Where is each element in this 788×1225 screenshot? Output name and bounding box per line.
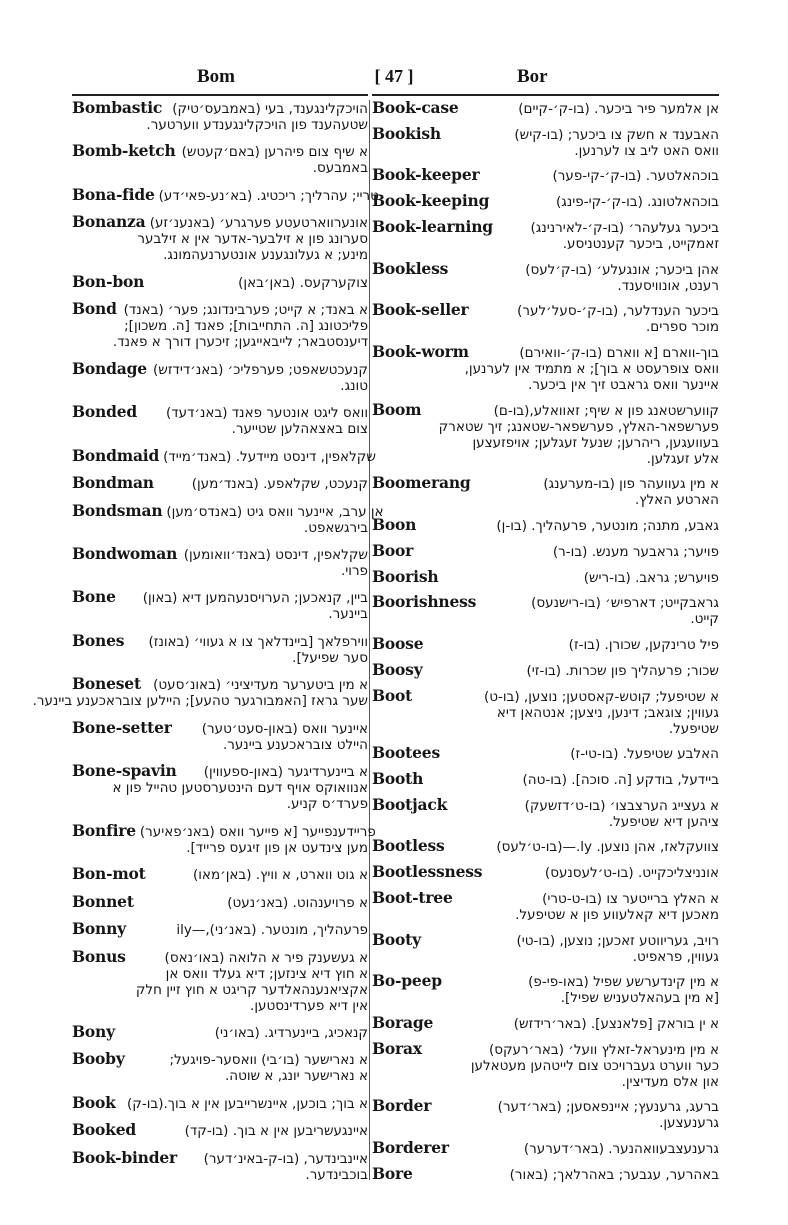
dictionary-entry xyxy=(72,184,379,204)
entry-continuation-line: אנוואוקס אויף דעם הינטערסטען טהייל פון א xyxy=(112,780,368,797)
column-divider xyxy=(369,100,370,1180)
entry-definition-line: פרעהליך, מונטער. (באנ׳ני),—ily xyxy=(176,922,368,939)
entry-definition-line: א מין קינדערשע שפיל (באו-פי-פ) xyxy=(528,974,719,991)
entry-first-line xyxy=(72,820,376,840)
dictionary-entry xyxy=(72,500,384,536)
entry-first-line xyxy=(372,300,719,319)
entry-definition-line: אן אלמער פיר ביכער. (בו-ק׳-קיים) xyxy=(518,101,719,117)
entry-headword: Boot-tree xyxy=(372,887,453,907)
entry-headword: Border xyxy=(372,1096,432,1116)
entry-continuation-line: פערד׳ס קניע. xyxy=(286,796,368,813)
entry-definition-line: א שיף צום פיהרען (באם׳קעטש) xyxy=(181,144,368,161)
entry-definition-line: ביכער געלעהר׳ (בו-ק׳-לאירנינג) xyxy=(530,219,719,236)
entry-first-line xyxy=(372,1164,719,1183)
entry-continuation-line: ציהען דיא שטיפעל. xyxy=(608,813,719,830)
dictionary-entry xyxy=(372,930,719,965)
entry-definition-line: א מין געוועהר פון (בו-מערענג) xyxy=(543,476,719,493)
entry-headword: Bombastic xyxy=(72,98,163,117)
entry-first-line xyxy=(372,567,719,586)
entry-first-line xyxy=(72,402,368,421)
entry-continuation-line: א נארישער יונג, א שוטה. xyxy=(225,1068,368,1085)
entry-definition-line: האבענד א חשק צו ביכער; (בו-קיש) xyxy=(514,126,719,143)
dictionary-entry xyxy=(372,217,719,252)
entry-first-line xyxy=(372,473,719,492)
dictionary-entry xyxy=(372,862,719,881)
dictionary-entry xyxy=(72,359,368,394)
dictionary-entry xyxy=(72,445,376,465)
dictionary-entry xyxy=(72,761,368,812)
entry-headword: Book-seller xyxy=(372,300,469,320)
entry-continuation-line: אלע זעגלען. xyxy=(646,450,719,467)
entry-first-line xyxy=(72,141,368,160)
entry-first-line xyxy=(372,888,719,907)
entry-headword: Bootless xyxy=(372,836,445,856)
entry-continuation-line: בעוועגען, ריהרען; שנעל זעגלען; אויפזעצען xyxy=(472,434,719,451)
entry-first-line xyxy=(72,674,368,693)
entry-continuation-line: געווין; צוגאב; דינען, ניצען; אנטהאן דיא xyxy=(496,704,719,721)
entry-first-line xyxy=(72,892,368,911)
entry-definition-line: אן ערב, איינער וואס גיט (באנדס׳מען) xyxy=(166,503,384,520)
dictionary-entry xyxy=(72,919,368,938)
dictionary-entry xyxy=(72,864,368,883)
dictionary-entry xyxy=(72,98,368,133)
right-guide-word: Bor xyxy=(517,66,548,87)
dictionary-entry xyxy=(372,686,719,737)
entry-first-line xyxy=(372,400,719,419)
entry-first-line xyxy=(72,359,368,378)
entry-definition-line: א גוט ווארט, א וויץ. (באן׳מאו) xyxy=(192,867,368,884)
entry-headword: Bondage xyxy=(72,358,147,378)
entry-first-line xyxy=(72,500,384,520)
entry-continuation-line: מוכר ספרים. xyxy=(646,319,719,336)
entry-headword: Book-learning xyxy=(372,216,493,236)
dictionary-entry xyxy=(72,631,368,666)
dictionary-entry xyxy=(72,1049,368,1084)
entry-definition-line: שכור; פרעהליך פון שכרות. (בו-זי) xyxy=(526,662,719,679)
entry-continuation-line: איינער וואס גראבט זיך אין ביכער. xyxy=(528,377,719,394)
entry-continuation-line: בוכבינדער. xyxy=(305,1166,368,1183)
entry-definition-line: פויער; גראבער מענש. (בו-ר) xyxy=(552,543,719,560)
entry-continuation-line: הארטע האלץ. xyxy=(634,492,719,509)
entry-first-line xyxy=(72,587,368,606)
entry-first-line xyxy=(372,743,719,762)
entry-continuation-line: מען צינדעט אן פון זיגעס פרייד]. xyxy=(186,839,368,856)
entry-definition-line: ביכער הענדלער, (בו-ק׳-סעל׳לער) xyxy=(517,303,719,320)
entry-definition-line: א ין בוראק [פלאנצע]. (באר׳רידזש) xyxy=(513,1015,719,1032)
dictionary-entry xyxy=(372,541,719,560)
dictionary-entry xyxy=(372,660,719,679)
entry-headword: Book-case xyxy=(372,98,459,117)
dictionary-entry xyxy=(372,473,719,508)
entry-headword: Bore xyxy=(372,1163,413,1183)
entry-definition-line: איינבינדער, (בו-ק-באינ׳דער) xyxy=(203,1150,368,1167)
entry-first-line xyxy=(372,165,719,184)
entry-headword: Bomb-ketch xyxy=(72,141,176,161)
entry-first-line xyxy=(72,718,368,737)
entry-headword: Borderer xyxy=(372,1138,449,1158)
entry-first-line xyxy=(372,98,719,117)
entry-first-line xyxy=(372,660,719,679)
entry-first-line xyxy=(372,930,719,949)
entry-headword: Bonnet xyxy=(72,891,134,911)
entry-definition-line: אונערווארטעטע פערגרע׳ (באנענ׳זע) xyxy=(149,215,368,232)
entry-headword: Book xyxy=(72,1092,116,1112)
entry-first-line xyxy=(372,1013,719,1032)
entry-headword: Bond xyxy=(72,299,117,319)
entry-first-line xyxy=(72,1049,368,1068)
entry-continuation-line: צום באצאהלען שטייער. xyxy=(231,421,368,438)
dictionary-entry xyxy=(372,1096,719,1131)
entry-headword: Bootlessness xyxy=(372,862,483,882)
entry-first-line xyxy=(372,541,719,560)
entry-first-line xyxy=(372,1039,719,1058)
entry-headword: Book-worm xyxy=(372,342,469,362)
entry-headword: Bones xyxy=(72,630,125,650)
entry-continuation-line: פליכטונג [ה. התחייבות]; פאנד [ה. משכון]; xyxy=(124,318,368,335)
entry-continuation-line: געווין, פראפיט. xyxy=(632,948,719,965)
dictionary-entry xyxy=(72,299,368,350)
entry-headword: Boomerang xyxy=(372,473,471,493)
entry-headword: Bondman xyxy=(72,473,154,493)
entry-first-line xyxy=(72,947,368,966)
entry-first-line xyxy=(72,272,368,291)
entry-headword: Boneset xyxy=(72,674,141,694)
entry-first-line xyxy=(372,769,719,788)
left-guide-word: Bom xyxy=(197,66,235,87)
entry-first-line xyxy=(72,184,379,204)
dictionary-entry xyxy=(72,947,368,1014)
entry-definition-line: גאבע, מתנה; מונטער, פרעהליך. (בו-ן) xyxy=(496,518,719,535)
dictionary-entry xyxy=(372,1013,719,1032)
dictionary-entry xyxy=(372,515,719,534)
entry-definition-line: צוועקלאז, אהן נוצען. ly.—(בו-ט׳לעס) xyxy=(496,839,719,856)
entry-headword: Book-keeper xyxy=(372,165,480,185)
entry-headword: Bonus xyxy=(72,946,126,966)
entry-first-line xyxy=(372,1138,719,1157)
entry-first-line xyxy=(372,592,719,611)
entry-definition-line: שקלאפין, דינסט (באנד׳וואומען) xyxy=(183,546,368,563)
entry-continuation-line: פרוי. xyxy=(340,562,368,579)
entry-continuation-line: היילט צובראכענע ביינער. xyxy=(222,736,368,753)
entry-first-line xyxy=(372,124,719,143)
entry-continuation-line: א חוץ דיא צינזען; דיא געלד וואס אן xyxy=(165,965,368,982)
entry-headword: Boorishness xyxy=(372,592,477,612)
entry-first-line xyxy=(372,1096,719,1115)
right-column xyxy=(372,98,719,1183)
entry-first-line xyxy=(372,259,719,278)
dictionary-entry xyxy=(72,1120,368,1139)
entry-headword: Bone xyxy=(72,587,116,607)
entry-continuation-line: אקציאנענהאלדער קריגט א חוץ זיין חלק xyxy=(135,981,368,998)
dictionary-entry xyxy=(372,836,719,855)
entry-first-line xyxy=(372,836,719,855)
entry-definition-line: האלבע שטיפעל. (בו-טי-ז) xyxy=(570,746,719,763)
header-rule-left xyxy=(72,94,368,96)
entry-first-line xyxy=(372,971,719,990)
entry-definition-line: א ביינערדיגער (באון-ספעווין) xyxy=(203,764,368,781)
entry-headword: Bony xyxy=(72,1021,115,1041)
entry-first-line xyxy=(72,1148,368,1167)
entry-definition-line: הויכקלינגענד, בעי (באמבעס׳טיק) xyxy=(172,101,368,117)
entry-definition-line: איינער וואס (באון-סעט׳טער) xyxy=(201,720,368,737)
entry-headword: Bon-bon xyxy=(72,271,145,291)
entry-continuation-line: זאמקייט, ביכער קענטניסע. xyxy=(562,235,719,252)
entry-definition-line: א האלץ ברייטער צו (בו-ט-טרי) xyxy=(542,890,719,907)
entry-headword: Boom xyxy=(372,399,422,419)
entry-headword: Booked xyxy=(72,1120,137,1140)
dictionary-entry xyxy=(372,592,719,627)
entry-definition-line: קווערשטאנג פון א שיף; זאוואלע,(בו-ם) xyxy=(493,402,719,419)
dictionary-entry xyxy=(372,1138,719,1157)
dictionary-entry xyxy=(72,1093,368,1112)
entry-first-line xyxy=(72,445,376,465)
entry-definition-line: א שטיפעל; קוטש-קאסטען; נוצען, (בו-ט) xyxy=(483,688,719,705)
entry-headword: Booth xyxy=(372,768,424,788)
entry-definition-line: א בוך; בוכען, איינשרייבען אין א בוך.(בו-ק) xyxy=(127,1095,368,1112)
entry-first-line xyxy=(72,544,368,563)
entry-headword: Booby xyxy=(72,1049,125,1069)
page-header xyxy=(0,66,788,96)
entry-definition-line: א געצייג הערצבצו׳ (בו-ט׳דזשעק) xyxy=(524,797,719,814)
dictionary-entry xyxy=(372,191,719,210)
entry-headword: Boon xyxy=(372,515,417,535)
entry-headword: Bo-peep xyxy=(372,971,442,991)
entry-definition-line: וואס ליגט אונטער פאנד (באנ׳דעד) xyxy=(165,405,368,422)
entry-definition-line: א פרויענהוט. (באנ׳נעט) xyxy=(227,894,368,911)
entry-continuation-line: מאכען דיא קאלעווע פון א שטיפעל. xyxy=(515,906,719,923)
entry-first-line xyxy=(72,864,368,883)
dictionary-entry xyxy=(372,1164,719,1183)
entry-headword: Bonded xyxy=(72,402,138,422)
entry-continuation-line: מינע; א געלונגענע אונטערנעהמונג. xyxy=(163,247,368,264)
entry-headword: Book-binder xyxy=(72,1147,177,1167)
entry-headword: Bone-setter xyxy=(72,717,172,737)
page-number: [ 47 ] xyxy=(374,66,414,86)
entry-headword: Bone-spavin xyxy=(72,761,177,781)
dictionary-entry xyxy=(372,124,719,159)
entry-continuation-line: בירגשאפט. xyxy=(303,519,368,536)
entry-first-line xyxy=(372,191,719,210)
entry-definition-line: א מין מינעראל-זאלץ וועל׳ (באר׳רעקס) xyxy=(488,1041,719,1058)
entry-first-line xyxy=(72,761,368,780)
dictionary-entry xyxy=(372,743,719,762)
entry-first-line xyxy=(372,342,719,361)
entry-headword: Bondsman xyxy=(72,500,163,520)
dictionary-entry xyxy=(72,402,368,437)
entry-headword: Borage xyxy=(372,1012,434,1032)
entry-first-line xyxy=(72,98,368,117)
entry-continuation-line: דיענסטבאר; לייבאייגען; זיכערן דורך א פאנד. xyxy=(112,334,368,351)
entry-definition-line: בוך-ווארם [א ווארם (בו-ק׳-וואירם) xyxy=(519,345,719,362)
entry-continuation-line: ביינער. xyxy=(328,606,368,623)
entry-continuation-line: גרענעצען. xyxy=(659,1115,719,1132)
entry-definition-line: ביידעל, בודקע [ה. סוכה]. (בו-טה) xyxy=(522,771,719,788)
entry-definition-line: בוכהאלטונג. (בו-ק׳-קי-פינג) xyxy=(556,194,719,211)
entry-headword: Bona-fide xyxy=(72,184,155,204)
dictionary-entry xyxy=(72,473,368,492)
entry-definition-line: קנאכיג, ביינערדיג. (באו׳ני) xyxy=(214,1024,368,1041)
entry-headword: Bondwoman xyxy=(72,543,178,563)
entry-headword: Boot xyxy=(372,685,413,705)
entry-definition-line: פויערש; גראב. (בו-ריש) xyxy=(583,569,719,586)
entry-continuation-line: פערשפאר-האלץ, פערשפאר-שטאנג; זיך שטארק xyxy=(438,418,719,435)
dictionary-entry xyxy=(372,342,719,393)
dictionary-entry xyxy=(72,820,376,856)
entry-headword: Bookless xyxy=(372,258,449,278)
entry-definition-line: א באנד; א קייט; פערבינדונג; פער׳ (באנד) xyxy=(123,302,368,319)
entry-headword: Bon-mot xyxy=(72,864,146,884)
entry-headword: Bootees xyxy=(372,743,440,763)
entry-first-line xyxy=(72,212,368,231)
dictionary-entry xyxy=(372,165,719,184)
dictionary-entry xyxy=(72,718,368,753)
entry-continuation-line: טונג. xyxy=(340,377,368,394)
entry-definition-line: ביין, קנאכען; הערויסנעהמען דיא (באון) xyxy=(142,590,368,607)
dictionary-entry xyxy=(372,300,719,335)
dictionary-entry xyxy=(372,971,719,1006)
entry-definition-line: א נארישער (בו׳בי) וואסער-פויגעל; xyxy=(169,1052,368,1069)
entry-headword: Bonfire xyxy=(72,820,136,840)
entry-definition-line: צוקערקעס. (באן׳באן) xyxy=(238,274,368,291)
dictionary-entry xyxy=(372,634,719,653)
entry-definition-line: רויב, געריווטע זאכען; נוצען, (בו-טי) xyxy=(516,932,719,949)
entry-headword: Bookish xyxy=(372,123,442,143)
left-column xyxy=(32,98,384,1183)
entry-first-line xyxy=(72,1120,368,1139)
entry-headword: Boor xyxy=(372,540,414,560)
entry-definition-line: בוכהאלטער. (בו-ק׳-קי-פער) xyxy=(552,168,719,185)
entry-continuation-line: כער ווערט געברויכט צום לייטהען מעטאלען xyxy=(470,1057,719,1074)
entry-continuation-line: באמבעס. xyxy=(312,160,368,177)
dictionary-entry xyxy=(372,98,719,117)
entry-definition-line: פיל טרינקען, שכורן. (בו-ז) xyxy=(568,637,719,654)
entry-definition-line: באהרער, עגבער; באהרלאך; (באור) xyxy=(509,1166,719,1183)
entry-headword: Boose xyxy=(372,634,424,654)
entry-headword: Booty xyxy=(372,929,421,949)
entry-definition-line: א געשענק פיר א הלואה (באו׳נאס) xyxy=(164,949,368,966)
dictionary-entry xyxy=(72,544,368,579)
entry-definition-line: פריידענפייער [א פייער וואס (באנ׳פאיער) xyxy=(139,823,376,840)
entry-continuation-line: שער גראז [האמבורגער טהעע]; היילען צובראכענע ביינער. xyxy=(32,693,368,710)
entry-first-line xyxy=(72,1093,368,1112)
entry-definition-line: אהן ביכער; אונגעלע׳ (בו-ק׳לעס) xyxy=(525,261,719,278)
entry-headword: Bootjack xyxy=(372,794,448,814)
entry-definition-line: טריי; עהרליך; ריכטיג. (בא׳נע-פאי׳דע) xyxy=(158,187,379,204)
entry-definition-line: ווירפלאך [ביינדלאך צו א געווי׳ (באונז) xyxy=(148,633,368,650)
dictionary-entry xyxy=(372,259,719,294)
entry-first-line xyxy=(372,795,719,814)
entry-first-line xyxy=(72,1022,368,1041)
entry-first-line xyxy=(372,217,719,236)
entry-headword: Bonny xyxy=(72,919,126,939)
dictionary-entry xyxy=(372,769,719,788)
entry-headword: Boosy xyxy=(372,659,423,679)
entry-headword: Bondmaid xyxy=(72,445,160,465)
dictionary-entry xyxy=(72,272,368,291)
dictionary-entry xyxy=(72,141,368,176)
entry-definition-line: גראבקייט; דארפיש׳ (בו-רישנעס) xyxy=(531,595,719,612)
entry-definition-line: אונניצליכקייט. (בו-ט׳לעסנעס) xyxy=(544,865,719,882)
dictionary-entry xyxy=(372,888,719,923)
entry-headword: Book-keeping xyxy=(372,191,490,211)
dictionary-entry xyxy=(372,795,719,830)
dictionary-entry xyxy=(32,674,368,710)
dictionary-entry xyxy=(72,1022,368,1041)
dictionary-entry xyxy=(72,212,368,263)
entry-definition-line: קנעכט, שקלאפע. (באנד׳מען) xyxy=(191,476,368,493)
entry-headword: Borax xyxy=(372,1038,422,1058)
entry-definition-line: ברעג, גרענעץ; איינפאסען; (באר׳דער) xyxy=(497,1099,719,1116)
entry-continuation-line: רענט, אונוויסענד. xyxy=(617,277,719,294)
entry-definition-line: קנעכטשאפט; פערפליכ׳ (באנ׳דידזש) xyxy=(153,361,368,378)
dictionary-entry xyxy=(72,1148,368,1183)
entry-continuation-line: [א מין בעהאלטעניש שפיל]. xyxy=(560,990,719,1007)
entry-definition-line: גרענעצבעוואהנער. (באר׳דערער) xyxy=(523,1141,719,1158)
entry-headword: Bonanza xyxy=(72,212,146,232)
entry-first-line xyxy=(72,473,368,492)
entry-continuation-line: קייט. xyxy=(690,611,719,628)
entry-first-line xyxy=(72,919,368,938)
entry-continuation-line: שטעהענד פון הויכקלינגענדע ווערטער. xyxy=(146,117,368,133)
entry-first-line xyxy=(72,299,368,318)
dictionary-entry xyxy=(72,587,368,622)
entry-continuation-line: שטיפעל. xyxy=(668,720,719,737)
entry-continuation-line: וואס האט ליב צו לערנען. xyxy=(574,142,719,159)
entry-continuation-line: וואס צופרעסט א בוך]; א מתמיד אין לערנען, xyxy=(464,361,719,378)
entry-definition-line: שקלאפין, דינסט מיידעל. (באנד׳מייד) xyxy=(163,448,376,465)
entry-first-line xyxy=(72,631,368,650)
entry-headword: Boorish xyxy=(372,566,439,586)
entry-first-line xyxy=(372,515,719,534)
dictionary-entry xyxy=(372,567,719,586)
entry-continuation-line: אין דיא פערדינסטען. xyxy=(250,997,368,1014)
dictionary-entry xyxy=(372,1039,719,1090)
entry-first-line xyxy=(372,634,719,653)
entry-definition-line: איינגעשריבען אין א בוך. (בו-קד) xyxy=(184,1123,368,1140)
dictionary-entry xyxy=(72,892,368,911)
dictionary-entry xyxy=(372,400,719,467)
entry-first-line xyxy=(372,686,719,705)
entry-continuation-line: סער שפיעל]. xyxy=(292,649,368,666)
header-rule-right xyxy=(372,94,719,96)
entry-definition-line: א מין ביטערער מעדיציני׳ (באונ׳סעט) xyxy=(153,677,368,694)
entry-continuation-line: און אלס מעדיצין. xyxy=(621,1073,719,1090)
entry-first-line xyxy=(372,862,719,881)
entry-continuation-line: סערונג פון א זילבער-אדער אין א זילבער xyxy=(137,231,368,248)
